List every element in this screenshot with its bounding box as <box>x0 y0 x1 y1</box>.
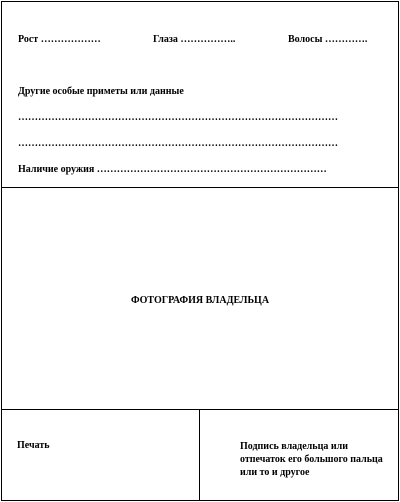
dotted-line-2: …………………………………………………………………………………… <box>18 138 338 149</box>
signature-section <box>200 410 398 500</box>
stamp-section <box>2 410 200 500</box>
weapon-field: Наличие оружия …………………………………………………………… <box>18 164 327 175</box>
description-section <box>2 2 398 188</box>
dotted-line-1: …………………………………………………………………………………… <box>18 112 338 123</box>
photo-label: ФОТОГРАФИЯ ВЛАДЕЛЬЦА <box>130 295 270 306</box>
stamp-label: Печать <box>17 440 50 451</box>
signature-label: Подпись владельца или отпечаток его большого пальца или то и другое <box>240 441 383 478</box>
hair-field: Волосы …………. <box>288 34 368 45</box>
photo-section <box>2 188 398 410</box>
eyes-field: Глаза …………….. <box>153 34 236 45</box>
document-page <box>1 1 399 501</box>
other-features-label: Другие особые приметы или данные <box>18 86 184 97</box>
height-field: Рост ……………… <box>18 34 101 45</box>
